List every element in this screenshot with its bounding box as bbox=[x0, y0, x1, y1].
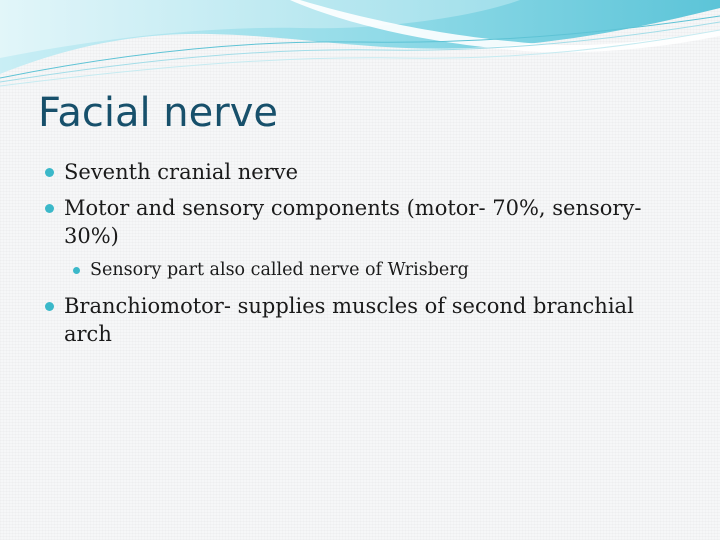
bullet-item bbox=[44, 194, 684, 250]
bullet-list bbox=[44, 158, 684, 356]
bullet-item bbox=[44, 158, 684, 186]
bullet-text: Branchiomotor- supplies muscles of second branchial arch bbox=[64, 294, 634, 346]
bullet-text: Sensory part also called nerve of Wrisberg bbox=[90, 260, 469, 280]
bullet-item bbox=[44, 292, 684, 348]
bullet-text: Seventh cranial nerve bbox=[64, 160, 299, 184]
bullet-dot-icon bbox=[45, 168, 54, 177]
bullet-dot-icon bbox=[45, 302, 54, 311]
header-wave-decoration bbox=[0, 0, 720, 90]
bullet-text: Motor and sensory components (motor- 70%, sensory-30%) bbox=[64, 196, 642, 248]
bullet-dot-icon bbox=[45, 204, 54, 213]
sub-bullet-item bbox=[72, 258, 684, 282]
slide-title: Facial nerve bbox=[38, 90, 278, 136]
bullet-dot-icon bbox=[73, 267, 80, 274]
